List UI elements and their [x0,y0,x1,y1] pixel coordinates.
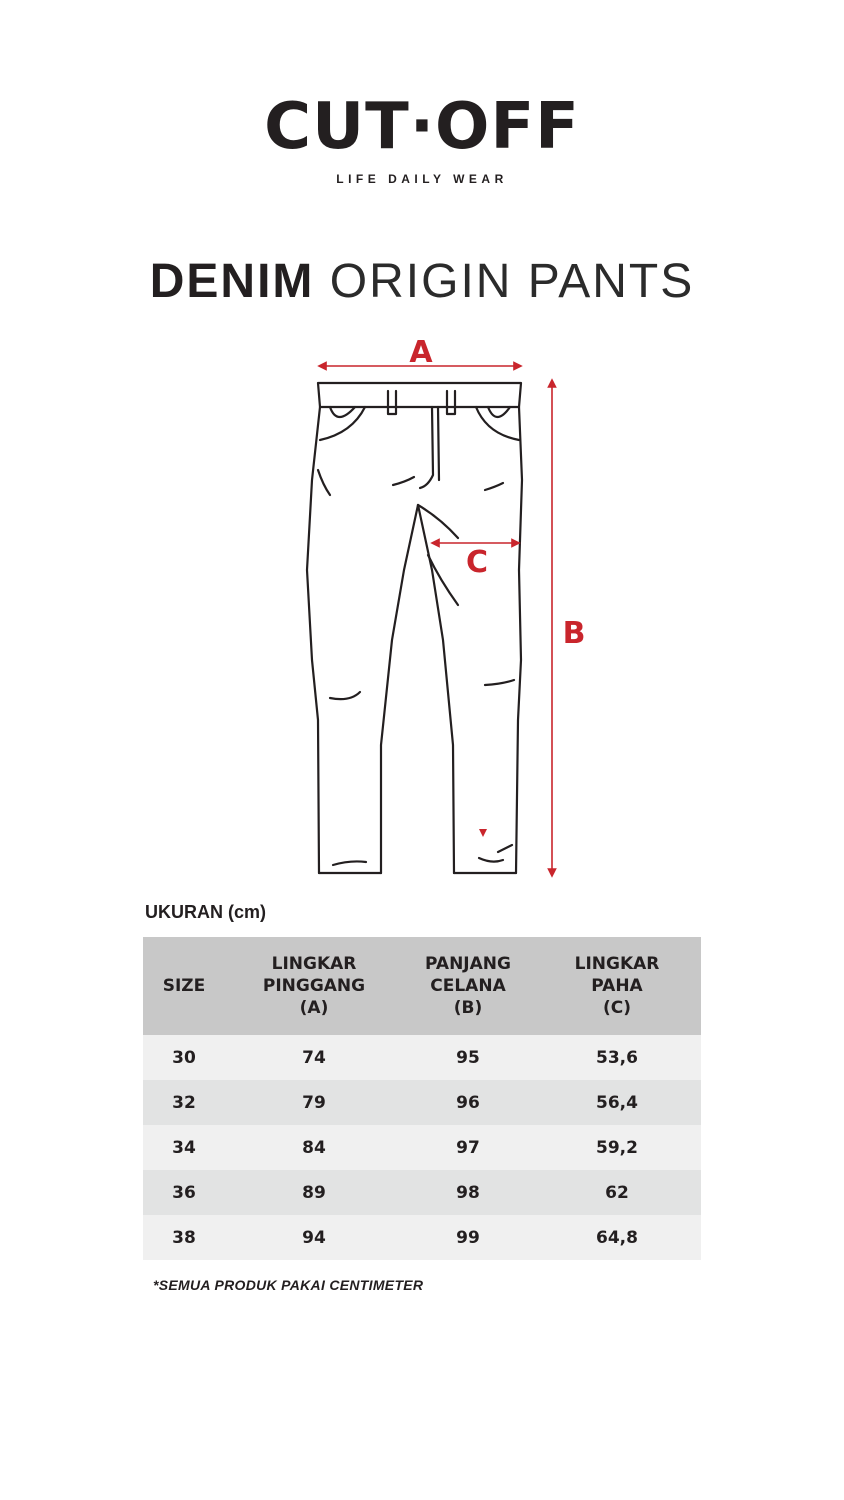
table-row [143,1080,701,1125]
header-line: PANJANG [425,954,511,974]
header-line: (A) [299,998,329,1018]
size-table [143,937,701,1260]
brand-name: CUT·OFF [264,90,580,164]
cell-thigh: 64,8 [533,1215,701,1260]
cell-length: 95 [403,1035,533,1080]
header-line: SIZE [162,976,206,996]
table-row [143,1170,701,1215]
cell-length: 97 [403,1125,533,1170]
header-length [403,937,533,1035]
title-bold: DENIM [149,255,315,308]
cell-length: 99 [403,1215,533,1260]
table-row [143,1035,701,1080]
cell-waist: 74 [225,1035,403,1080]
page-title [0,252,844,312]
cell-thigh: 62 [533,1170,701,1215]
cell-length: 96 [403,1080,533,1125]
cell-thigh: 59,2 [533,1125,701,1170]
header-thigh [533,937,701,1035]
label-a: A [409,335,433,370]
title-light: ORIGIN PANTS [329,255,695,308]
cell-thigh: 56,4 [533,1080,701,1125]
table-row [143,1125,701,1170]
table-header-row [143,937,701,1035]
footnote: *SEMUA PRODUK PAKAI CENTIMETER [153,1277,424,1293]
pants-outline-icon [307,383,522,873]
header-size [143,937,225,1035]
brand-tagline: LIFE DAILY WEAR [336,172,508,186]
header-line: PINGGANG [262,976,366,996]
cell-waist: 89 [225,1170,403,1215]
units-label: UKURAN (cm) [145,902,266,922]
cell-thigh: 53,6 [533,1035,701,1080]
cell-waist: 94 [225,1215,403,1260]
header-line: PAHA [591,976,643,996]
label-c: C [465,545,489,580]
header-line: LINGKAR [574,954,660,974]
header-line: (C) [602,998,631,1018]
cell-waist: 79 [225,1080,403,1125]
hem-marker-icon [479,829,487,837]
label-b: B [562,616,586,651]
pants-measurement-diagram [0,330,844,890]
cell-size: 38 [143,1215,225,1260]
cell-waist: 84 [225,1125,403,1170]
header-line: (B) [453,998,483,1018]
header-waist [225,937,403,1035]
header-line: LINGKAR [271,954,357,974]
cell-size: 34 [143,1125,225,1170]
header-line: CELANA [430,976,506,996]
cell-length: 98 [403,1170,533,1215]
cell-size: 36 [143,1170,225,1215]
cell-size: 30 [143,1035,225,1080]
table-row [143,1215,701,1260]
cell-size: 32 [143,1080,225,1125]
brand-logo [0,88,844,186]
